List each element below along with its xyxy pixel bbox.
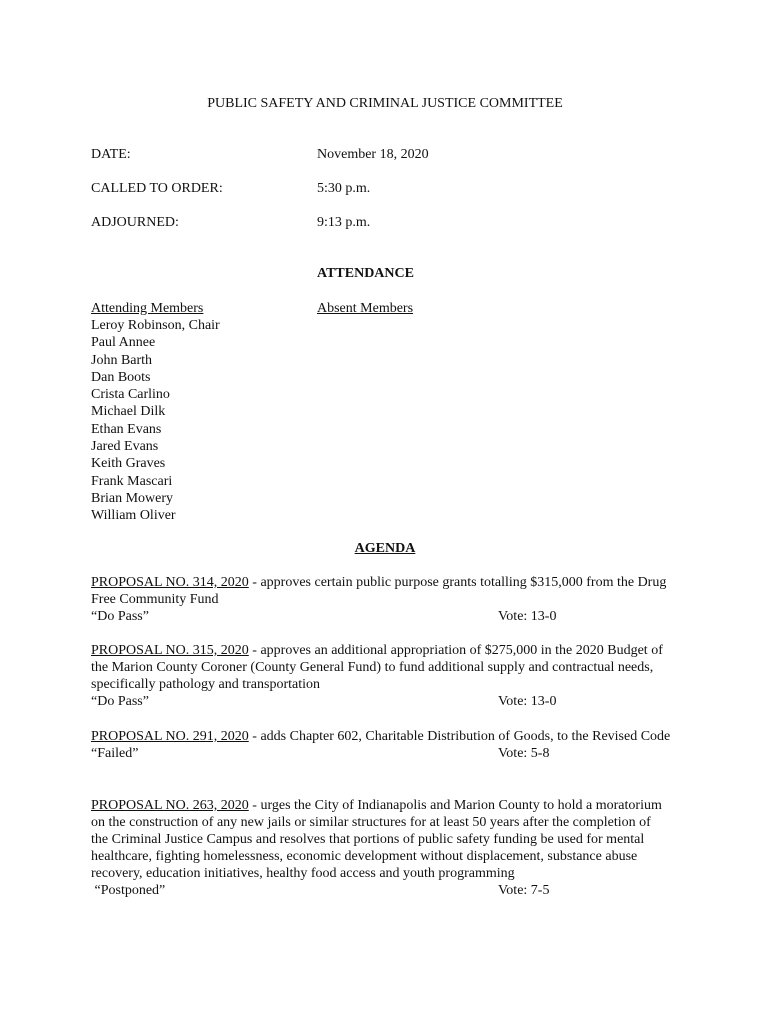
proposal-315 xyxy=(91,642,671,710)
proposal-outcome-row xyxy=(91,745,671,762)
proposal-vote: Vote: 13-0 xyxy=(498,609,557,624)
member-item: John Barth xyxy=(91,352,153,368)
proposal-outcome-row xyxy=(91,608,671,625)
proposal-outcome-row xyxy=(91,693,671,710)
agenda-heading: AGENDA xyxy=(354,541,416,556)
proposal-description xyxy=(91,728,671,745)
date-label: DATE: xyxy=(91,147,131,162)
proposal-number: PROPOSAL NO. 291, 2020 xyxy=(91,729,249,744)
proposal-description xyxy=(91,797,671,882)
absent-members-heading: Absent Members xyxy=(317,301,414,316)
member-item: Jared Evans xyxy=(91,439,159,455)
member-item: Dan Boots xyxy=(91,369,151,385)
adjourned-label: ADJOURNED: xyxy=(91,215,179,230)
proposal-291 xyxy=(91,728,671,762)
proposal-vote: Vote: 13-0 xyxy=(498,694,557,709)
proposal-263 xyxy=(91,797,671,899)
proposal-text: - approves certain public purpose grants totalling $315,000 from the Drug Free Community Fund xyxy=(91,575,667,607)
member-item: Frank Mascari xyxy=(91,473,173,489)
called-to-order-value: 5:30 p.m. xyxy=(317,181,371,196)
proposal-vote: Vote: 5-8 xyxy=(498,746,550,761)
proposal-outcome: “Do Pass” xyxy=(91,694,149,709)
proposal-description xyxy=(91,574,671,608)
proposal-number: PROPOSAL NO. 315, 2020 xyxy=(91,643,249,658)
attending-members-heading: Attending Members xyxy=(91,301,204,316)
proposal-text: - approves an additional appropriation of $275,000 in the 2020 Budget of the Marion County Coroner (County General Fund) to fund additional supply and contractual needs, specifically pathology and transportation xyxy=(91,643,663,692)
proposal-text: - adds Chapter 602, Charitable Distribution of Goods, to the Revised Code xyxy=(248,729,671,744)
member-item: William Oliver xyxy=(91,508,176,524)
proposal-outcome: “Failed” xyxy=(91,746,139,761)
proposal-description xyxy=(91,642,671,693)
proposal-outcome: “Postponed” xyxy=(91,883,166,898)
member-item: Ethan Evans xyxy=(91,421,162,437)
member-item: Brian Mowery xyxy=(91,490,174,506)
member-item: Paul Annee xyxy=(91,335,156,351)
proposal-outcome: “Do Pass” xyxy=(91,609,149,624)
document-title: PUBLIC SAFETY AND CRIMINAL JUSTICE COMMITTEE xyxy=(207,96,563,111)
member-item: Keith Graves xyxy=(91,456,166,472)
proposal-vote: Vote: 7-5 xyxy=(498,883,550,898)
attendance-heading: ATTENDANCE xyxy=(317,266,414,281)
proposal-text: - urges the City of Indianapolis and Marion County to hold a moratorium on the construction of any new jails or similar structures for at least 50 years after the completion of the Criminal Justice Campus and resolves that portions of public safety funding be used for mental healthcare, fighting homelessness, economic development without displacement, substance abuse recovery, education initiatives, healthy food access and youth programming xyxy=(91,798,662,881)
member-item: Crista Carlino xyxy=(91,387,170,403)
proposal-number: PROPOSAL NO. 314, 2020 xyxy=(91,575,249,590)
proposal-outcome-row xyxy=(91,882,671,899)
proposal-number: PROPOSAL NO. 263, 2020 xyxy=(91,798,249,813)
member-item: Michael Dilk xyxy=(91,404,166,420)
date-value: November 18, 2020 xyxy=(317,147,429,162)
adjourned-value: 9:13 p.m. xyxy=(317,215,371,230)
proposal-314 xyxy=(91,574,671,625)
member-item: Leroy Robinson, Chair xyxy=(91,318,220,333)
attending-members-list xyxy=(91,317,220,525)
called-to-order-label: CALLED TO ORDER: xyxy=(91,181,223,196)
